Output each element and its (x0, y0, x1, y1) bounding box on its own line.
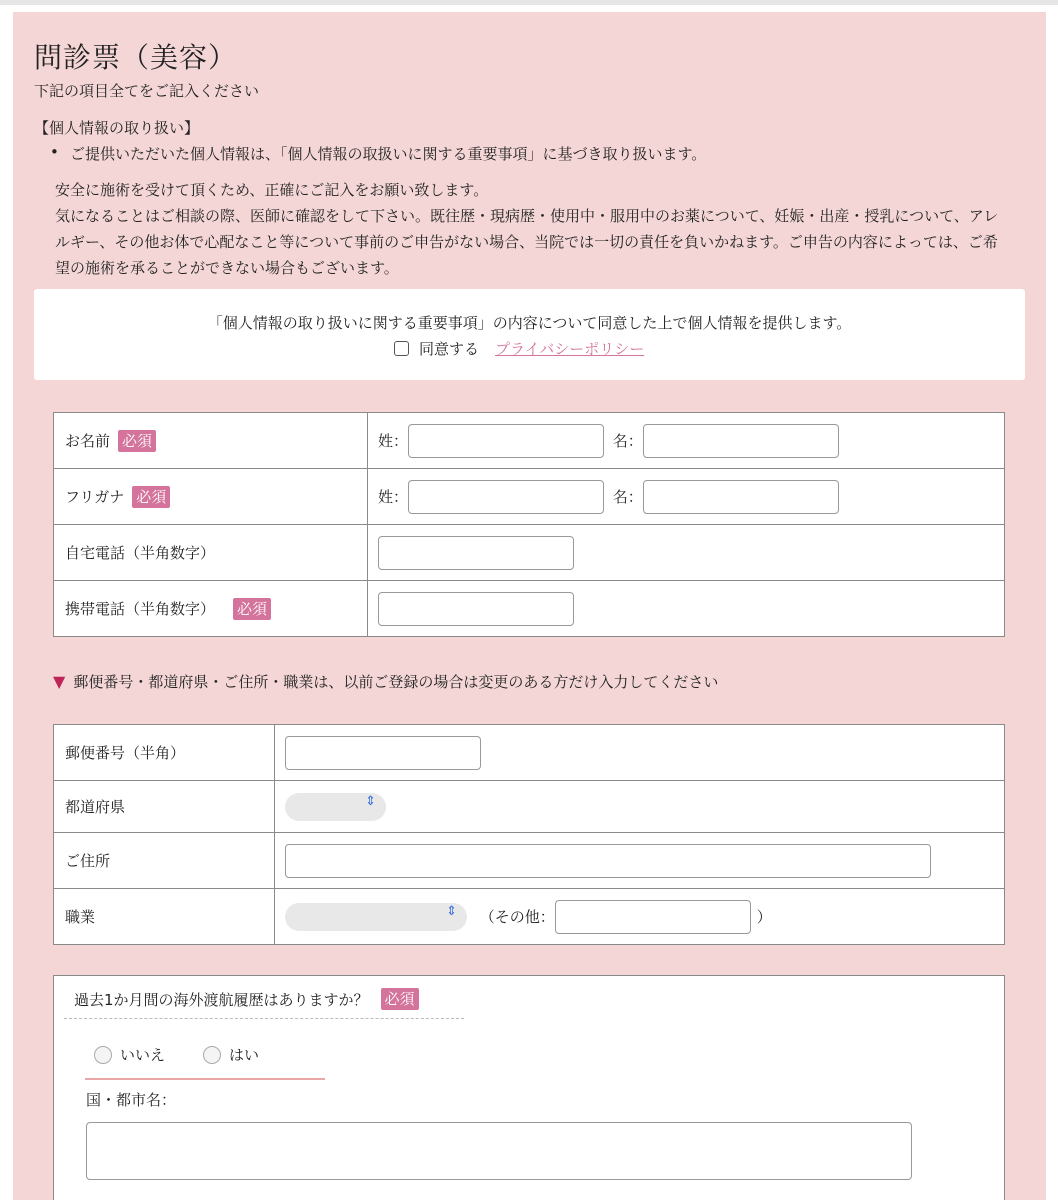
privacy-bullet-text: ご提供いただいた個人情報は、「個人情報の取扱いに関する重要事項」に基づき取り扱います。 (70, 145, 707, 163)
postal-label-cell (54, 725, 275, 781)
furigana-input-cell (368, 469, 1005, 525)
first-name-kana-input[interactable] (643, 480, 839, 514)
occupation-select[interactable] (285, 903, 467, 931)
country-city-label: 国・都市名： (86, 1091, 177, 1109)
radio-no-label: いいえ (120, 1046, 166, 1064)
name-label-cell (54, 413, 368, 469)
consent-checkbox[interactable] (394, 341, 409, 356)
consent-box (34, 289, 1025, 380)
address-label: ご住所 (65, 852, 111, 870)
address-input[interactable] (285, 844, 931, 878)
prefecture-select[interactable] (285, 793, 386, 821)
occupation-input-cell (275, 889, 1005, 945)
address-input-cell (275, 833, 1005, 889)
personal-info-table (53, 412, 1005, 637)
table-row (54, 725, 1005, 781)
privacy-policy-link[interactable]: プライバシーポリシー (495, 340, 645, 358)
prefecture-label-cell (54, 781, 275, 833)
travel-radio-group (94, 1044, 297, 1065)
first-name-kana-label: 名： (612, 488, 643, 506)
top-divider (0, 0, 1058, 5)
page-subtitle: 下記の項目全てをご記入ください (34, 82, 260, 100)
triangle-down-icon: ▼ (53, 672, 66, 691)
occupation-label: 職業 (65, 908, 96, 926)
radio-yes[interactable] (203, 1046, 221, 1064)
travel-option-yes[interactable] (203, 1044, 259, 1065)
mobile-phone-label: 携帯電話（半角数字） (65, 599, 216, 618)
last-name-input[interactable] (408, 424, 604, 458)
dashed-divider (64, 1018, 464, 1019)
name-label: お名前 (65, 431, 111, 450)
travel-question-text: 過去1か月間の海外渡航履歴はありますか？ (74, 990, 369, 1009)
radio-no[interactable] (94, 1046, 112, 1064)
caution-line-1: 安全に施術を受けて頂くため、正確にご記入をお願い致します。 (55, 181, 489, 199)
consent-row (394, 338, 644, 359)
consent-checkbox-label[interactable]: 同意する (419, 340, 480, 358)
home-phone-label: 自宅電話（半角数字） (65, 544, 216, 562)
select-arrow-icon: ⇕ (365, 793, 376, 809)
name-input-cell (368, 413, 1005, 469)
country-city-input[interactable] (86, 1122, 912, 1180)
table-row (54, 469, 1005, 525)
table-row (54, 889, 1005, 945)
last-name-kana-label: 姓： (378, 488, 409, 506)
travel-option-no[interactable] (94, 1044, 165, 1065)
mobile-phone-input[interactable] (378, 592, 574, 626)
consent-text: 「個人情報の取り扱いに関する重要事項」の内容について同意した上で個人情報を提供します。 (207, 314, 852, 332)
required-badge: 必須 (118, 430, 156, 452)
table-row (54, 413, 1005, 469)
occupation-other-open: （その他： (479, 908, 555, 926)
furigana-label: フリガナ (65, 487, 125, 506)
occupation-other-close: ） (756, 908, 772, 926)
postal-label: 郵便番号（半角） (65, 744, 186, 762)
occupation-other-input[interactable] (555, 900, 751, 934)
privacy-heading: 【個人情報の取り扱い】 (34, 119, 200, 137)
required-badge: 必須 (132, 486, 170, 508)
address-table (53, 724, 1005, 945)
travel-question-box (53, 975, 1005, 1200)
furigana-label-cell (54, 469, 368, 525)
home-phone-input[interactable] (378, 536, 574, 570)
table-row (54, 581, 1005, 637)
prefecture-select-cell (275, 781, 1005, 833)
occupation-label-cell (54, 889, 275, 945)
radio-underline (85, 1078, 325, 1080)
address-notice-text: 郵便番号・都道府県・ご住所・職業は、以前ご登録の場合は変更のある方だけ入力してください (73, 673, 719, 691)
radio-yes-label: はい (229, 1046, 260, 1064)
required-badge: 必須 (233, 598, 271, 620)
travel-question (74, 988, 419, 1010)
first-name-input[interactable] (643, 424, 839, 458)
prefecture-label: 都道府県 (65, 798, 126, 816)
privacy-bullet (52, 143, 706, 164)
table-row (54, 833, 1005, 889)
address-notice (53, 671, 718, 692)
select-arrow-icon: ⇕ (446, 903, 457, 919)
mobile-phone-label-cell (54, 581, 368, 637)
address-label-cell (54, 833, 275, 889)
page-title: 問診票（美容） (34, 41, 238, 74)
last-name-kana-input[interactable] (408, 480, 604, 514)
postal-input-cell (275, 725, 1005, 781)
table-row (54, 781, 1005, 833)
caution-line-2: 気になることはご相談の際、医師に確認をして下さい。既往歴・現病歴・使用中・服用中のお薬について、妊娠・出産・授乳について、アレルギー、その他お体で心配なこと等について事前のご申告がない場合、当院では一切の責任を負いかねます。ご申告の内容によっては、ご希望の施術を承ることができない場合もございます。 (55, 207, 999, 277)
home-phone-label-cell (54, 525, 368, 581)
caution-notice (55, 177, 1000, 281)
home-phone-input-cell (368, 525, 1005, 581)
first-name-label: 名： (612, 432, 643, 450)
mobile-phone-input-cell (368, 581, 1005, 637)
postal-code-input[interactable] (285, 736, 481, 770)
table-row (54, 525, 1005, 581)
last-name-label: 姓： (378, 432, 409, 450)
required-badge: 必須 (381, 988, 419, 1010)
